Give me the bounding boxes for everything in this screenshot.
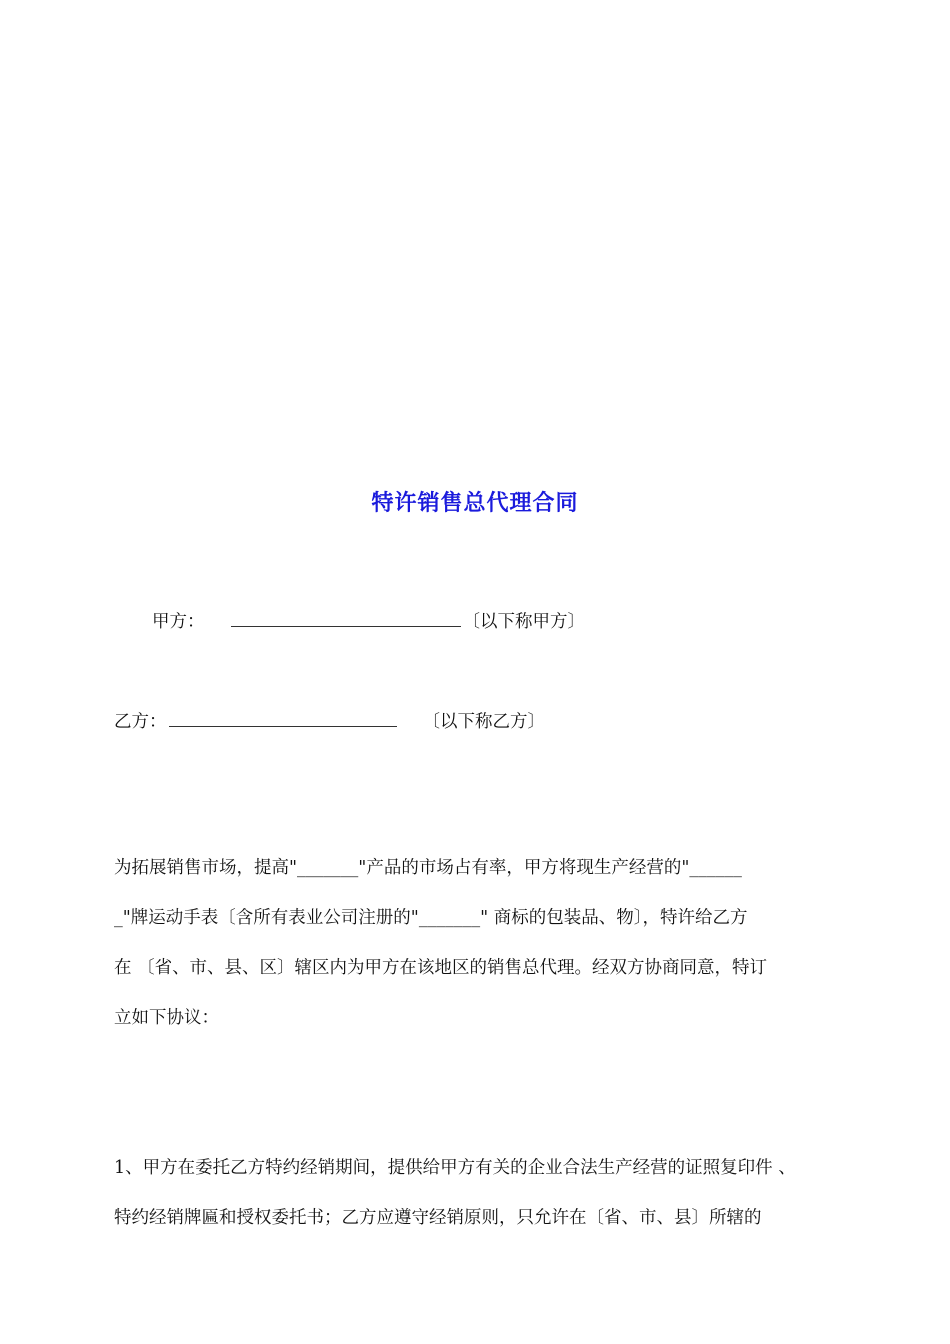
party-b-blank	[169, 708, 397, 727]
intro-line: 为拓展销售市场，提高"_______"产品的市场占有率，甲方将现生产经营的"______	[114, 858, 742, 878]
party-a-suffix: 〔以下称甲方〕	[462, 612, 585, 632]
party-b-label: 乙方：	[114, 712, 167, 732]
intro-line: 立如下协议：	[114, 1008, 219, 1028]
party-b-line	[114, 708, 545, 734]
clause-1-line: 1、甲方在委托乙方特约经销期间，提供给甲方有关的企业合法生产经营的证照复印件 、	[114, 1158, 796, 1178]
party-a-line	[152, 608, 585, 634]
intro-line: 在 〔省、市、县、区〕辖区内为甲方在该地区的销售总代理。经双方协商同意，特订	[114, 958, 768, 978]
party-a-blank	[231, 608, 461, 627]
document-title: 特许销售总代理合同	[371, 491, 579, 516]
party-b-suffix: 〔以下称乙方〕	[422, 712, 545, 732]
party-a-label: 甲方：	[152, 612, 205, 632]
clause-1-line: 特约经销牌匾和授权委托书；乙方应遵守经销原则，只允许在〔省、市、县〕所辖的	[114, 1208, 762, 1228]
intro-line: _"牌运动手表〔含所有表业公司注册的"_______" 商标的包装品、物〕，特许给乙方	[114, 908, 748, 928]
